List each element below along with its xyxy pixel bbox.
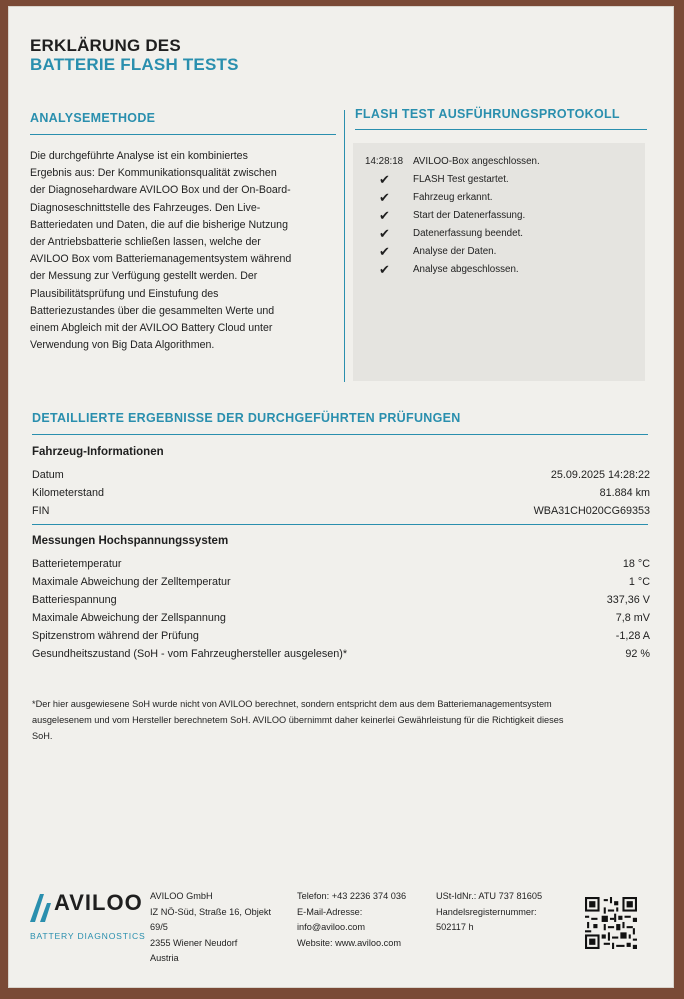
check-icon: ✔	[379, 244, 390, 259]
company-line: AVILOO GmbH	[150, 891, 213, 901]
title-line-2: BATTERIE FLASH TESTS	[30, 55, 239, 74]
analysis-line: Die durchgeführte Analyse ist ein kombiniertes	[30, 150, 248, 162]
measurement-row	[32, 591, 650, 609]
company-line: Austria	[150, 953, 179, 963]
row-value: 92 %	[625, 648, 650, 660]
email-label: E-Mail-Adresse:	[297, 906, 363, 917]
company-line: 2355 Wiener Neudorf	[150, 937, 238, 948]
analysis-text	[30, 148, 332, 354]
row-value: 7,8 mV	[615, 612, 650, 624]
row-value: -1,28 A	[615, 630, 650, 642]
protocol-rule	[355, 129, 647, 130]
analysis-heading: ANALYSEMETHODE	[30, 111, 156, 125]
vat-id: USt-IdNr.: ATU 737 81605	[436, 891, 543, 901]
email-link[interactable]: info@aviloo.com	[297, 922, 366, 932]
log-message: Analyse abgeschlossen.	[413, 264, 519, 275]
row-value: 337,36 V	[606, 594, 650, 606]
row-label: Gesundheitszustand (SoH - vom Fahrzeughersteller ausgelesen)*	[32, 648, 348, 660]
row-label: Datum	[32, 469, 64, 481]
analysis-line: Plausibilitätsprüfung und Einstufung des	[30, 287, 219, 300]
measurement-row	[32, 645, 650, 663]
footnote-line: *Der hier ausgewiesene SoH wurde nicht von AVILOO berechnet, sondern entspricht dem aus dem Batteriemanagementsystem	[32, 699, 552, 709]
logo-subtitle: BATTERY DIAGNOSTICS	[30, 931, 146, 941]
log-message: Start der Datenerfassung.	[413, 210, 526, 221]
row-label: FIN	[32, 505, 50, 517]
report-page	[8, 6, 674, 988]
results-rule	[32, 434, 648, 435]
analysis-line: der Messung zur Verfügung gestellt werden. Der	[30, 270, 258, 283]
analysis-line: der Antriebsbatterie schließen lassen, welche der	[30, 236, 261, 249]
logo-text: AVILOO	[54, 890, 143, 915]
vehicle-info-heading: Fahrzeug-Informationen	[32, 446, 164, 458]
log-message: AVILOO-Box angeschlossen.	[413, 156, 540, 167]
log-message: FLASH Test gestartet.	[413, 174, 509, 185]
column-divider	[344, 110, 345, 382]
measurement-row	[32, 555, 650, 573]
check-icon: ✔	[379, 190, 390, 205]
company-address	[150, 889, 271, 967]
analysis-line: der Diagnosehardware AVILOO Box und der On-Board-	[30, 184, 291, 197]
row-value: 81.884 km	[599, 487, 650, 499]
company-line: 69/5	[150, 922, 168, 932]
analysis-line: Batteriezustandes über die gesammelten Werte und	[30, 304, 275, 317]
footer	[8, 886, 674, 966]
analysis-line: Ergebnis aus: Der Kommunikationsqualität zwischen	[30, 167, 277, 180]
check-icon: ✔	[379, 208, 390, 223]
analysis-line: Diagnoseschnittstelle des Fahrzeuges. Den Live-	[30, 201, 261, 214]
document-title	[30, 36, 239, 74]
log-message: Fahrzeug erkannt.	[413, 192, 493, 203]
check-icon: ✔	[379, 226, 390, 241]
registry-number: 502117 h	[436, 922, 474, 932]
log-message: Analyse der Daten.	[413, 246, 497, 257]
measurement-row	[32, 609, 650, 627]
vehicle-row-vin	[32, 502, 650, 520]
row-value: WBA31CH020CG69353	[533, 505, 650, 517]
check-icon: ✔	[379, 262, 390, 277]
row-label: Maximale Abweichung der Zellspannung	[32, 612, 226, 624]
analysis-line: Batteriedaten und Daten, die auf die bisherige Nutzung	[30, 218, 288, 231]
company-line: IZ NÖ-Süd, Straße 16, Objekt	[150, 906, 272, 917]
row-label: Spitzenstrom während der Prüfung	[32, 630, 199, 642]
row-label: Kilometerstand	[32, 487, 105, 499]
registry-info	[436, 889, 542, 936]
log-message: Datenerfassung beendet.	[413, 228, 524, 239]
contact-info	[297, 889, 406, 951]
vehicle-row-date	[32, 466, 650, 484]
website-link[interactable]: Website: www.aviloo.com	[297, 937, 401, 948]
row-value: 18 °C	[622, 558, 650, 570]
footnote-line: ausgelesenem und vom Hersteller berechnetem SoH. AVILOO übernimmt daher keinerlei Gewährleistung für die Richtigkeit dieses	[32, 715, 564, 725]
row-label: Batteriespannung	[32, 594, 117, 606]
qr-code-icon[interactable]	[585, 897, 637, 949]
vehicle-row-mileage	[32, 484, 650, 502]
vehicle-rule	[32, 524, 648, 525]
title-line-1: ERKLÄRUNG DES	[30, 36, 181, 55]
analysis-line: einem Abgleich mit der AVILOO Battery Cloud unter	[30, 322, 273, 335]
row-value: 1 °C	[628, 576, 650, 588]
analysis-line: Verwendung von Big Data Algorithmen.	[30, 339, 215, 352]
registry-label: Handelsregisternummer:	[436, 906, 537, 917]
check-icon: ✔	[379, 172, 390, 187]
analysis-rule	[30, 134, 336, 135]
footnote-line: SoH.	[32, 731, 53, 741]
log-time: 14:28:18	[365, 156, 404, 167]
row-label: Maximale Abweichung der Zelltemperatur	[32, 576, 231, 588]
protocol-heading: FLASH TEST AUSFÜHRUNGSPROTOKOLL	[355, 107, 620, 121]
measurements-heading: Messungen Hochspannungssystem	[32, 535, 229, 547]
measurement-row	[32, 573, 650, 591]
footnote	[32, 696, 648, 744]
analysis-line: AVILOO Box vom Batteriemanagementsystem während	[30, 253, 292, 266]
phone: Telefon: +43 2236 374 036	[297, 891, 407, 901]
measurement-row	[32, 627, 650, 645]
protocol-log	[353, 143, 645, 381]
row-value: 25.09.2025 14:28:22	[550, 469, 650, 481]
row-label: Batterietemperatur	[32, 558, 122, 570]
results-heading: DETAILLIERTE ERGEBNISSE DER DURCHGEFÜHRTEN PRÜFUNGEN	[32, 411, 461, 425]
aviloo-logo-icon	[30, 894, 54, 922]
